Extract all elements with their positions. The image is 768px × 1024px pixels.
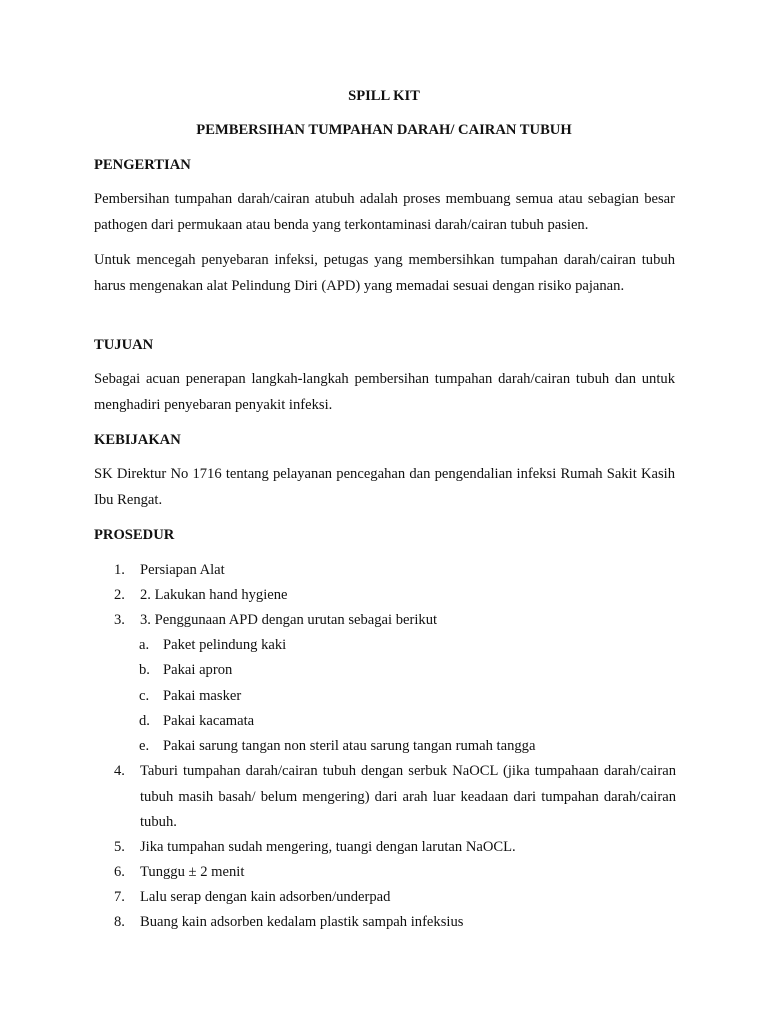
list-number: 2. — [114, 587, 125, 603]
document-subtitle: PEMBERSIHAN TUMPAHAN DARAH/ CAIRAN TUBUH — [196, 122, 572, 138]
document-title: SPILL KIT — [348, 88, 420, 104]
list-text: Tunggu ± 2 menit — [140, 864, 245, 880]
list-number: 3. — [114, 612, 125, 628]
sub-list-item — [139, 734, 679, 760]
sub-list-item — [139, 658, 679, 684]
list-item — [114, 885, 676, 911]
list-number: 5. — [114, 839, 125, 855]
paragraph-kebijakan: SK Direktur No 1716 tentang pelayanan pencegahan dan pengendalian infeksi Rumah Sakit Kasih Ibu Rengat. — [94, 466, 675, 508]
heading-pengertian: PENGERTIAN — [94, 157, 191, 173]
sub-list-text: Pakai sarung tangan non steril atau sarung tangan rumah tangga — [163, 738, 536, 754]
sub-list-item — [139, 709, 679, 735]
list-number: 7. — [114, 889, 125, 905]
paragraph-pengertian-2: Untuk mencegah penyebaran infeksi, petugas yang membersihkan tumpahan darah/cairan tubuh harus mengenakan alat Pelindung Diri (APD) yang memadai sesuai dengan risiko pajanan. — [94, 252, 675, 294]
list-item — [114, 583, 676, 609]
list-number: 8. — [114, 914, 125, 930]
list-item — [114, 835, 676, 861]
list-item — [114, 608, 676, 634]
sub-list-letter: d. — [139, 713, 150, 729]
list-text: Buang kain adsorben kedalam plastik sampah infeksius — [140, 914, 464, 930]
list-text: 3. Penggunaan APD dengan urutan sebagai berikut — [140, 612, 438, 628]
sub-list-text: Paket pelindung kaki — [163, 637, 287, 653]
sub-list-letter: b. — [139, 662, 150, 678]
list-text: Lalu serap dengan kain adsorben/underpad — [140, 889, 391, 905]
sub-list-text: Pakai apron — [163, 662, 233, 678]
list-text: Taburi tumpahan darah/cairan tubuh dengan serbuk NaOCL (jika tumpahaan darah/cairan tubuh masih basah/ belum mengering) dari arah luar keadaan dari tumpahan darah/cairan tubuh. — [140, 763, 676, 830]
list-item — [114, 759, 676, 836]
list-item — [114, 910, 676, 936]
paragraph-pengertian-1: Pembersihan tumpahan darah/cairan atubuh adalah proses membuang semua atau sebagian besar pathogen dari permukaan atau benda yang terkontaminasi darah/cairan tubuh pasien. — [94, 191, 675, 233]
list-text: Jika tumpahan sudah mengering, tuangi dengan larutan NaOCL. — [140, 839, 516, 855]
list-number: 6. — [114, 864, 125, 880]
list-item — [114, 860, 676, 886]
list-number: 1. — [114, 562, 125, 578]
heading-tujuan: TUJUAN — [94, 337, 154, 353]
heading-kebijakan: KEBIJAKAN — [94, 432, 181, 448]
sub-list-letter: e. — [139, 738, 150, 754]
list-text: Persiapan Alat — [140, 562, 225, 578]
list-number: 4. — [114, 763, 125, 779]
sub-list-text: Pakai masker — [163, 688, 242, 704]
sub-list-item — [139, 684, 679, 710]
sub-list-text: Pakai kacamata — [163, 713, 255, 729]
sub-list-item — [139, 633, 679, 659]
list-item — [114, 558, 676, 584]
sub-list-letter: c. — [139, 688, 150, 704]
heading-prosedur: PROSEDUR — [94, 527, 175, 543]
list-text: 2. Lakukan hand hygiene — [140, 587, 288, 603]
paragraph-tujuan: Sebagai acuan penerapan langkah-langkah pembersihan tumpahan darah/cairan tubuh dan untuk menghadiri penyebaran penyakit infeksi. — [94, 371, 675, 413]
sub-list-letter: a. — [139, 637, 150, 653]
